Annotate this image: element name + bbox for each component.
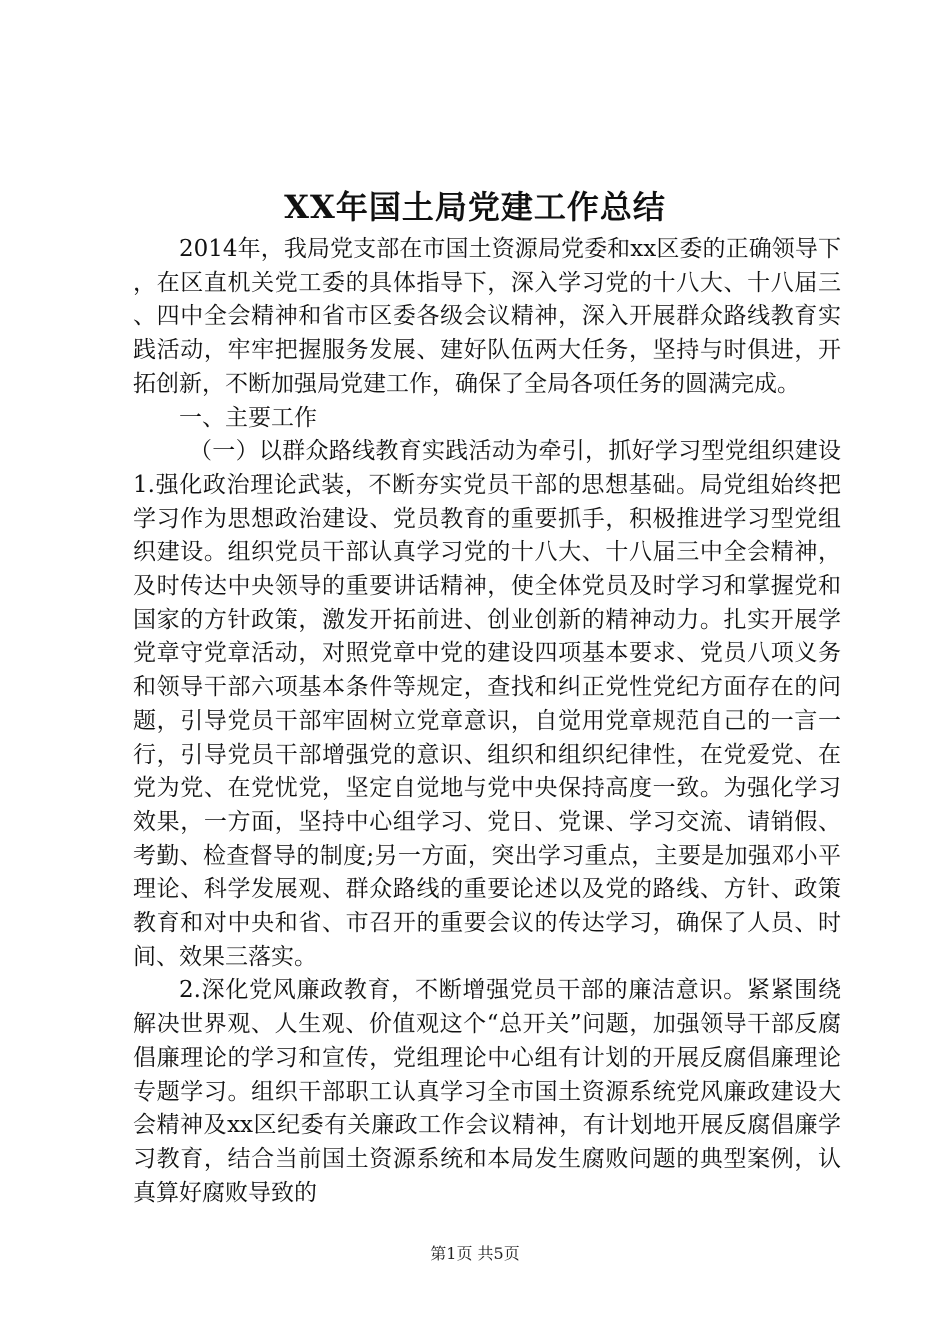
section-heading-main-work: 一、主要工作 — [179, 404, 317, 431]
document-body — [133, 233, 841, 1210]
paragraph-integrity-education: 2.深化党风廉政教育，不断增强党员干部的廉洁意识。紧紧围绕解决世界观、人生观、价值观这个“总开关”问题，加强领导干部反腐倡廉理论的学习和宣传，党组理论中心组有计划的开展反腐倡廉理论专题学习。组织干部职工认真学习全市国土资源系统党风廉政建设大会精神及xx区纪委有关廉政工作会议精神，有计划地开展反腐倡廉学习教育，结合当前国土资源系统和本局发生腐败问题的典型案例，认真算好腐败导致的 — [133, 977, 841, 1206]
page-number-footer: 第1页 共5页 — [430, 1244, 520, 1263]
document-title: XX年国土局党建工作总结 — [284, 188, 666, 226]
paragraph-study-organization: （一）以群众路线教育实践活动为牵引，抓好学习型党组织建设1.强化政治理论武装，不断夯实党员干部的思想基础。局党组始终把学习作为思想政治建设、党员教育的重要抓手，积极推进学习型党组织建设。组织党员干部认真学习党的十八大、十八届三中全会精神，及时传达中央领导的重要讲话精神，使全体党员及时学习和掌握党和国家的方针政策，激发开拓前进、创业创新的精神动力。扎实开展学党章守党章活动，对照党章中党的建设四项基本要求、党员八项义务和领导干部六项基本条件等规定，查找和纠正党性党纪方面存在的问题，引导党员干部牢固树立党章意识，自觉用党章规范自己的一言一行，引导党员干部增强党的意识、组织和组织纪律性，在党爱党、在党为党、在党忧党，坚定自觉地与党中央保持高度一致。为强化学习效果，一方面，坚持中心组学习、党日、党课、学习交流、请销假、考勤、检查督导的制度;另一方面，突出学习重点，主要是加强邓小平理论、科学发展观、群众路线的重要论述以及党的路线、方针、政策教育和对中央和省、市召开的重要会议的传达学习，确保了人员、时间、效果三落实。 — [133, 438, 841, 970]
paragraph-intro: 2014年，我局党支部在市国土资源局党委和xx区委的正确领导下，在区直机关党工委的具体指导下，深入学习党的十八大、十八届三、四中全会精神和省市区委各级会议精神，深入开展群众路线教育实践活动，牢牢把握服务发展、建好队伍两大任务，坚持与时俱进，开拓创新，不断加强局党建工作，确保了全局各项任务的圆满完成。 — [133, 236, 841, 397]
